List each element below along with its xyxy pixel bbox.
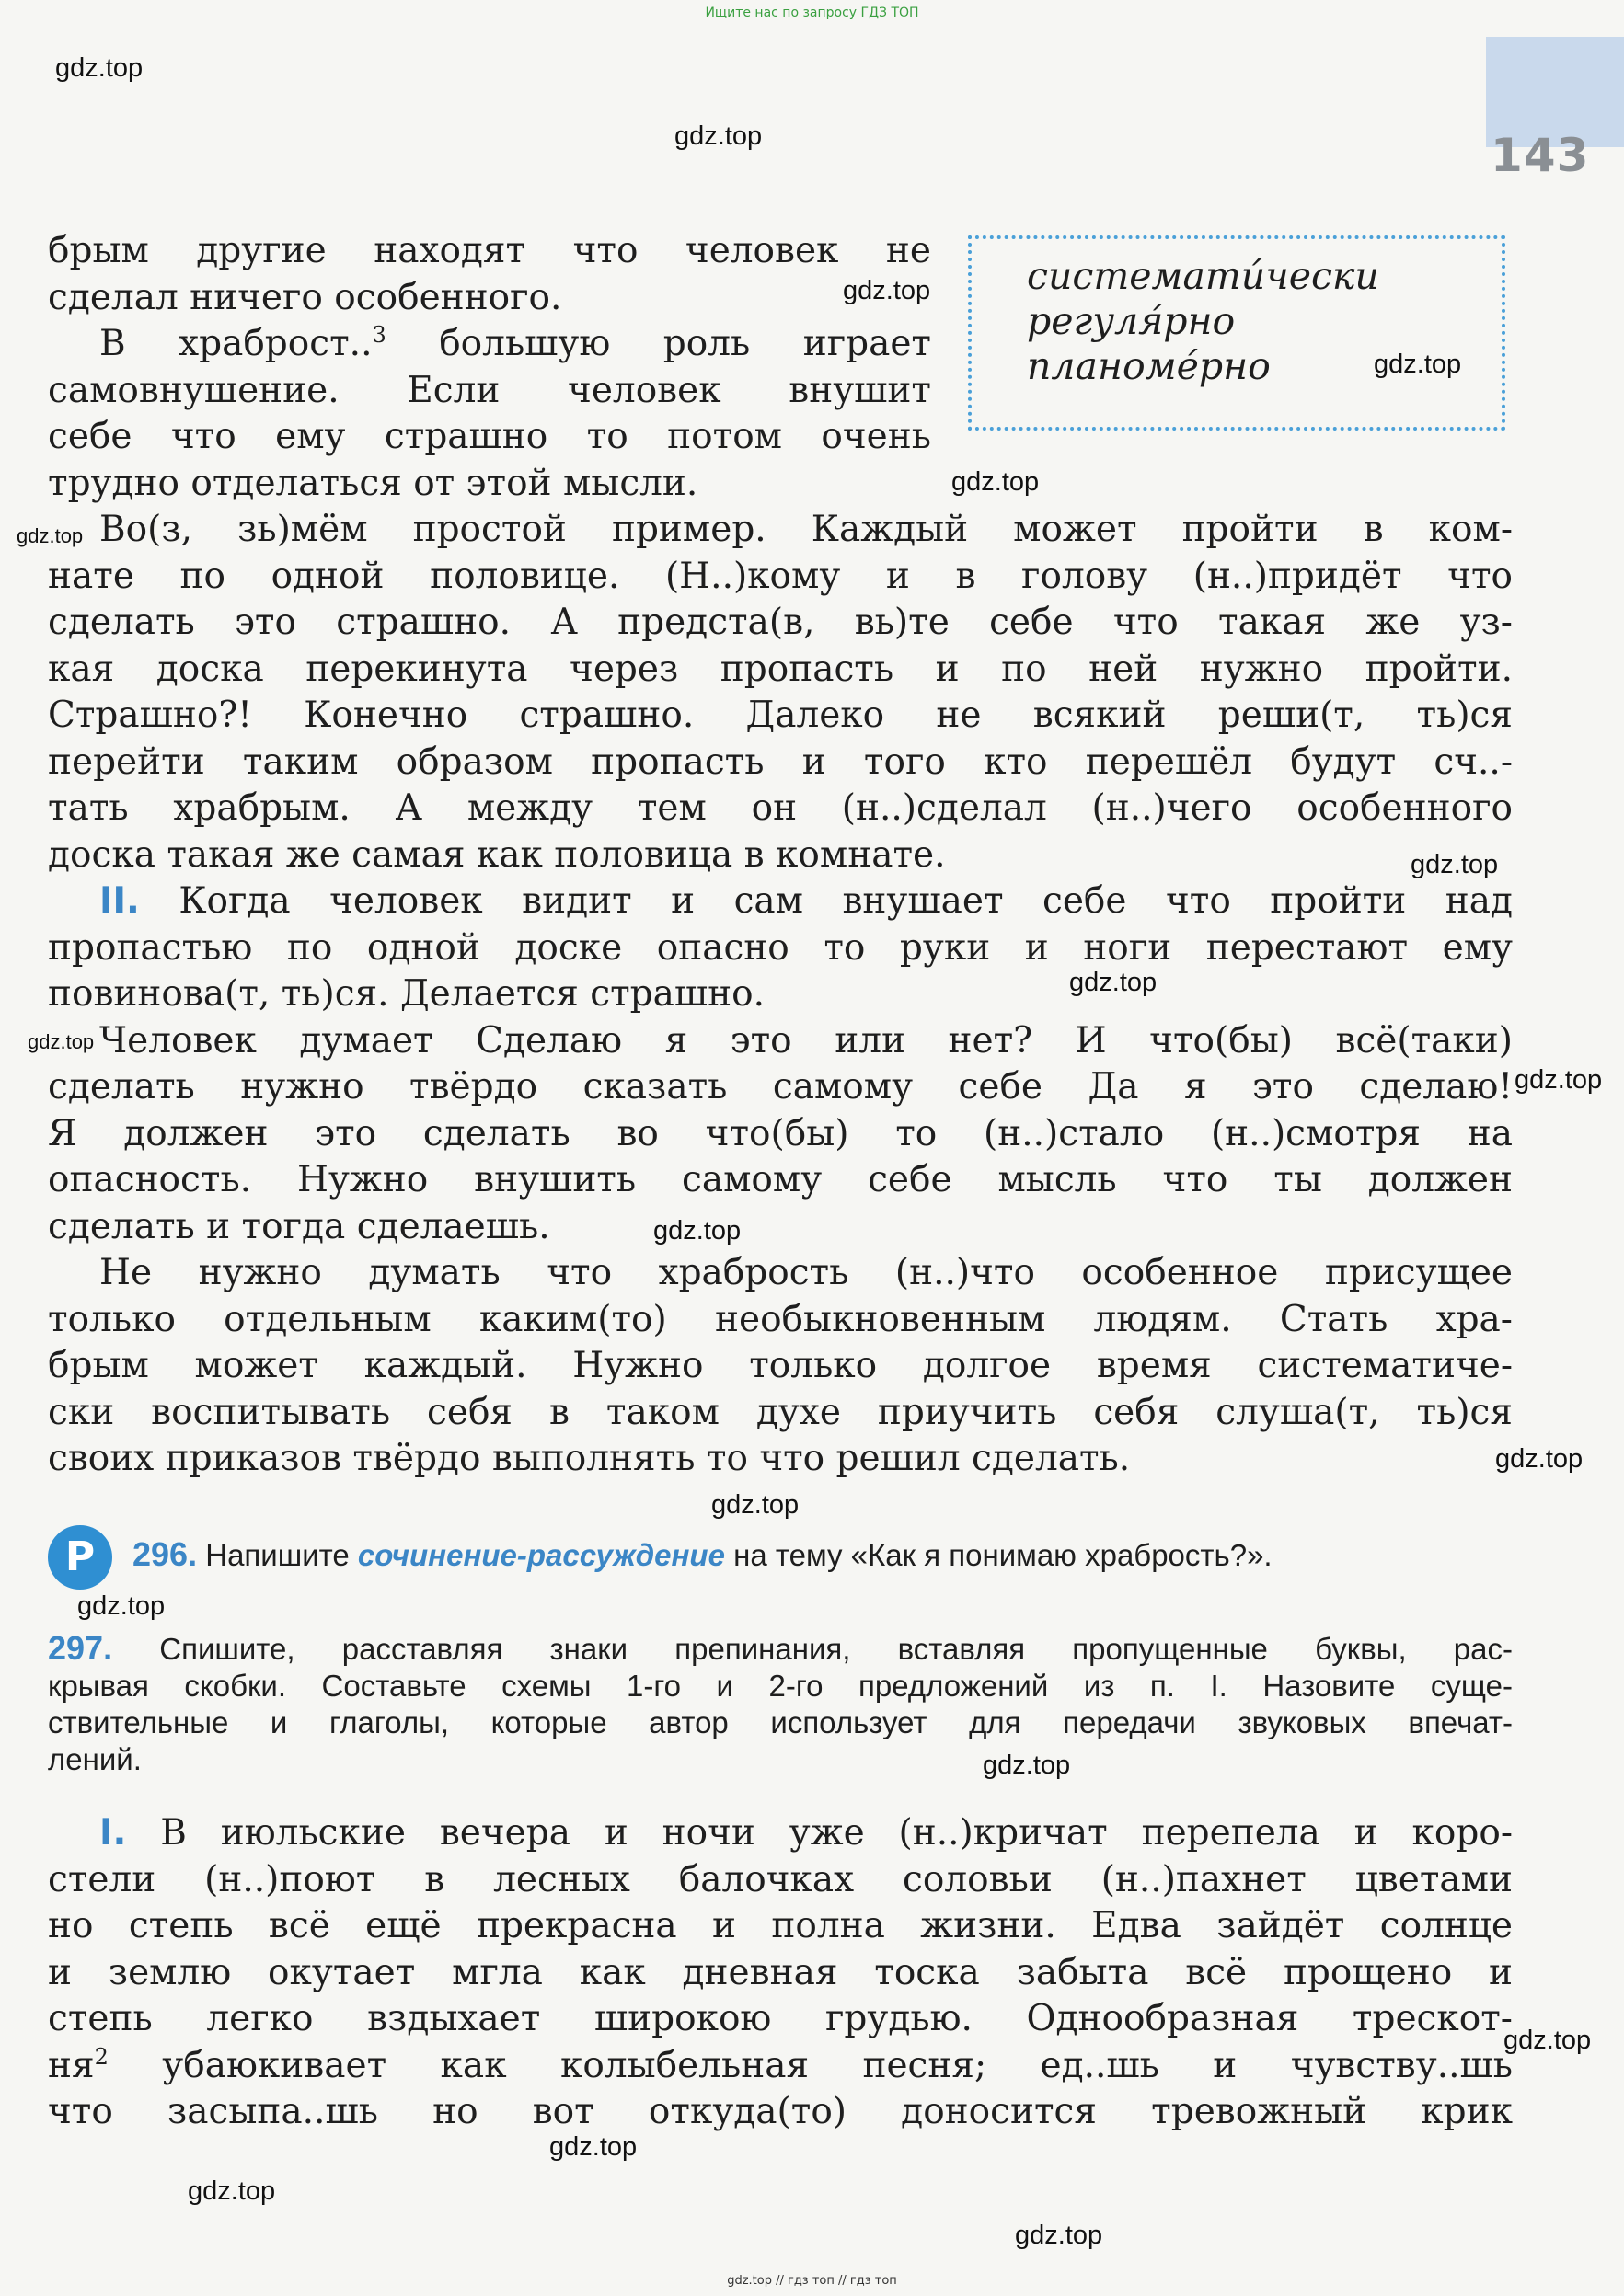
text-line (48, 2043, 1513, 2090)
text-line: трудно отделаться от этой мысли. (48, 462, 698, 504)
watermark: gdz.top (843, 276, 931, 305)
text-line: стели (н..)поют в лесных балочках соловьи (н..)пахнет цветами (48, 1858, 1513, 1900)
vocab-word: регуля́рно (1027, 299, 1236, 343)
task-line: крывая скобки. Составьте схемы 1-го и 2-го предложений из п. I. Назовите суще- (48, 1669, 1513, 1703)
text-line: Я должен это сделать во что(бы) то (н..)стало (н..)смотря на (48, 1112, 1513, 1154)
text-line: степь легко вздыхает широкою грудью. Однообразная трескот- (48, 1998, 1513, 2039)
text-line: брым может каждый. Нужно только долгое время систематиче- (48, 1345, 1513, 1386)
watermark: gdz.top (77, 1591, 166, 1621)
text-line: опасность. Нужно внушить самому себе мысль что ты должен (48, 1159, 1513, 1200)
text-fragment: ня (48, 2044, 95, 2086)
watermark: gdz.top (983, 1751, 1071, 1780)
task-line (48, 1630, 1513, 1668)
task-emphasis: сочинение-рассуждение (357, 1538, 725, 1572)
text-line: Человек думает Сделаю я это или нет? И что(бы) всё(таки) (99, 1019, 1513, 1062)
text-fragment: убаюкивает как колыбельная песня; ед..шь и чувству..шь (108, 2044, 1513, 2086)
text-line (48, 878, 1513, 925)
text-line: тать храбрым. А между тем он (н..)сделал (н..)чего особенного (48, 787, 1513, 829)
text-line: и землю окутает мгла как дневная тоска забыта всё прощено и (48, 1951, 1513, 1993)
page-number: 143 (1491, 129, 1590, 182)
text-line: перейти таким образом пропасть и того кто перешёл будут сч..- (48, 740, 1513, 783)
vocab-word: системати́чески (1027, 254, 1379, 298)
text-line (48, 1810, 1513, 1857)
text-line: себе что ему страшно то потом очень (48, 416, 931, 457)
paragraph-part-1 (48, 1810, 1513, 2136)
text-line: своих приказов твёрдо выполнять то что решил сделать. (48, 1438, 1131, 1479)
watermark: gdz.top (188, 2176, 276, 2206)
text-line: но степь всё ещё прекрасна и полна жизни. Едва зайдёт солнце (48, 1905, 1513, 1946)
text-line: сделать нужно твёрдо сказать самому себе Да я это сделаю! (48, 1066, 1513, 1108)
footnote-marker: 2 (94, 2043, 109, 2070)
watermark: gdz.top (1411, 850, 1499, 879)
watermark: gdz.top (1515, 1065, 1603, 1095)
text-line: что засыпа..шь но вот откуда(то) доносится тревожный крик (48, 2091, 1513, 2132)
text-line: кая доска перекинута через пропасть и по ней нужно пройти. (48, 648, 1513, 690)
watermark: gdz.top (1015, 2221, 1103, 2250)
text-fragment: В июльские вечера и ночи уже (н..)кричат перепела и коро- (160, 1812, 1513, 1854)
text-line: ски воспитывать себя в таком духе приучить себя слуша(т, ть)ся (48, 1391, 1513, 1433)
text-line: повинова(т, ть)ся. Делается страшно. (48, 973, 766, 1015)
watermark: gdz.top (674, 121, 763, 151)
text-line: сделать и тогда сделаешь. (48, 1205, 550, 1247)
footnote-marker: 3 (372, 322, 386, 348)
paragraph-2 (48, 507, 1513, 1483)
task-number: 296. (132, 1535, 198, 1573)
vocabulary-box (968, 235, 1505, 430)
part-label: II. (99, 880, 140, 922)
watermark: gdz.top (17, 524, 84, 547)
watermark: gdz.top (951, 467, 1040, 497)
top-banner: Ищите нас по запросу ГДЗ ТОП (705, 6, 919, 20)
text-line: самовнушение. Если человек внушит (48, 369, 931, 411)
text-line (48, 321, 931, 368)
watermark: gdz.top (1503, 2026, 1592, 2055)
text-fragment: В храброст.. (99, 323, 373, 364)
task-text: Спишите, расставляя знаки препинания, вставляя пропущенные буквы, рас- (159, 1632, 1514, 1666)
watermark: gdz.top (1069, 968, 1158, 997)
task-text: на тему «Как я понимаю храбрость?». (733, 1538, 1273, 1572)
watermark: gdz.top (1495, 1444, 1584, 1474)
text-line: Не нужно думать что храбрость (н..)что особенное присущее (99, 1252, 1513, 1293)
text-fragment: большую роль играет (386, 323, 931, 364)
watermark: gdz.top (653, 1216, 742, 1246)
vocab-word: планоме́рно (1027, 344, 1271, 388)
text-line: нате по одной половице. (Н..)кому и в голову (н..)придёт что (48, 555, 1513, 597)
text-line: сделать это страшно. А предста(в, вь)те себе что такая же уз- (48, 602, 1513, 643)
paragraph-1 (48, 228, 931, 507)
text-line: доска такая же самая как половица в комнате. (48, 833, 946, 876)
watermark: gdz.top (1374, 350, 1462, 379)
text-line: только отдельным каким(то) необыкновенным людям. Стать хра- (48, 1298, 1513, 1340)
task-line: лений. (48, 1742, 142, 1776)
task-text: Напишите (205, 1538, 350, 1572)
watermark: gdz.top (711, 1490, 800, 1520)
text-line: пропастью по одной доске опасно то руки и ноги перестают ему (48, 926, 1513, 969)
text-line: сделал ничего особенного. (48, 276, 562, 318)
text-line: Во(з, зь)мём простой пример. Каждый может пройти в ком- (99, 509, 1513, 550)
task-badge-r: Р (48, 1525, 112, 1590)
bottom-footer: gdz.top // гдз топ // гдз топ (727, 2274, 897, 2288)
task-number: 297. (48, 1629, 113, 1667)
text-fragment: Когда человек видит и сам внушает себе что пройти над (179, 880, 1513, 922)
text-line: брым другие находят что человек не (48, 230, 931, 271)
watermark: gdz.top (28, 1030, 95, 1053)
watermark: gdz.top (549, 2132, 638, 2162)
part-label: I. (99, 1812, 127, 1854)
task-296 (132, 1536, 1513, 1574)
watermark: gdz.top (55, 53, 144, 83)
task-297 (48, 1630, 1513, 1778)
text-line: Страшно?! Конечно страшно. Далеко не всякий реши(т, ть)ся (48, 695, 1513, 736)
task-line: ствительные и глаголы, которые автор использует для передачи звуковых впечат- (48, 1705, 1513, 1739)
